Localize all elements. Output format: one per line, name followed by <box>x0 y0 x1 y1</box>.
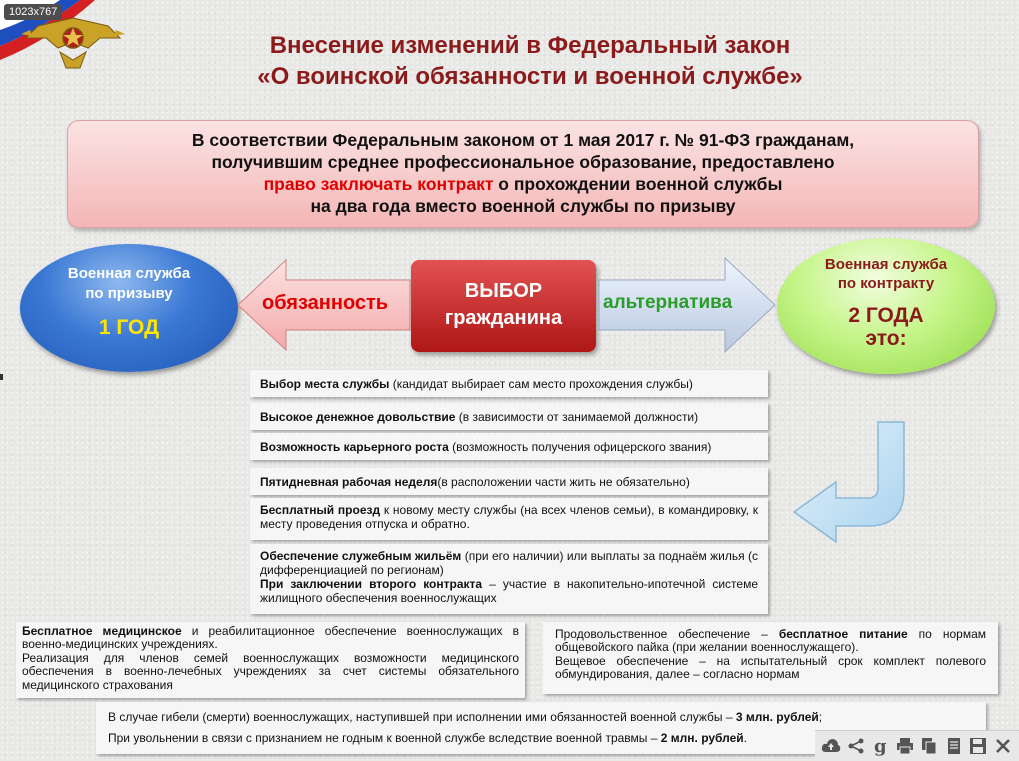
benefit-row <box>250 468 768 495</box>
conscription-label-2: по призыву <box>85 285 173 302</box>
medical-title: Бесплатное медицинское <box>22 624 182 638</box>
benefit-title: Выбор места службы <box>260 376 390 391</box>
food-detail: по нормам общевойского пайка (при желании военнослужащего). <box>555 627 986 655</box>
injury-payout-amount: 2 млн. рублей <box>660 731 744 745</box>
benefit-detail: (в расположении части жить не обязательно) <box>437 474 690 489</box>
death-payout-line <box>108 707 974 728</box>
family-medical-detail: Реализация для членов семей военнослужащих возможности медицинского обеспечения в военно-лечебных учреждениях за счет системы обязательного медицинского страхования <box>22 650 519 692</box>
housing-title: Обеспечение служебным жильём <box>260 549 462 563</box>
info-line-2: получившим среднее профессиональное образование, предоставлено <box>211 152 835 172</box>
benefit-title: Высокое денежное довольствие <box>260 409 456 424</box>
benefit-title: Возможность карьерного роста <box>260 439 449 454</box>
alternative-label: альтернатива <box>603 292 733 313</box>
copy-icon[interactable] <box>918 735 940 757</box>
benefit-row <box>250 433 768 460</box>
close-icon[interactable] <box>992 735 1014 757</box>
benefit-detail: (возможность получения офицерского звания) <box>448 439 712 454</box>
obligation-label: обязанность <box>262 292 389 314</box>
benefit-detail: (кандидат выбирает сам место прохождения службы) <box>389 376 693 391</box>
injury-payout-text: При увольнении в связи с признанием не годным к военной службе вследствие военной травмы – <box>108 731 661 745</box>
second-contract-detail: – участие в накопительно-ипотечной системе жилищного обеспечения военнослужащих <box>260 577 758 605</box>
second-contract-title: При заключении второго контракта <box>260 577 483 591</box>
conscription-ellipse <box>20 244 238 372</box>
google-glyph: g <box>873 735 887 757</box>
curved-arrow <box>790 420 910 545</box>
obligation-arrow <box>236 258 412 352</box>
info-line-4: на два года вместо военной службы по призыву <box>310 196 736 216</box>
contract-ellipse <box>777 238 995 374</box>
print-icon[interactable] <box>894 735 916 757</box>
death-payout-amount: 3 млн. рублей <box>735 710 819 724</box>
contract-right-highlight: право заключать контракт <box>263 174 494 194</box>
benefit-row <box>250 370 768 397</box>
benefit-detail: (в зависимости от занимаемой должности) <box>455 409 699 424</box>
death-payout-text: В случае гибели (смерти) военнослужащих, наступившей при исполнении ими обязанностей военной службы – <box>108 710 736 724</box>
supply-box <box>543 622 998 694</box>
benefit-title: Пятидневная рабочая неделя <box>260 474 438 489</box>
benefit-detail: к новому месту службы (на всех членов семьи), в командировку, к месту проведения отпуска и обратно. <box>260 503 758 531</box>
cloud-upload-icon[interactable] <box>820 735 842 757</box>
pages-icon[interactable] <box>943 735 965 757</box>
title-line-2: «О воинской обязанности и военной службе» <box>257 63 803 90</box>
food-prefix: Продовольственное обеспечение – <box>555 627 779 641</box>
title-line-1: Внесение изменений в Федеральный закон <box>269 32 791 59</box>
google-icon[interactable] <box>869 735 891 757</box>
medical-detail: и реабилитационное обеспечение военнослужащих в военно-медицинских учреждениях. <box>22 624 519 652</box>
contract-label-2: по контракту <box>837 275 935 292</box>
contract-term: 2 ГОДА <box>848 304 924 327</box>
benefit-title: Бесплатный проезд <box>260 503 381 517</box>
housing-detail: (при его наличии) или выплаты за поднаём жилья (с дифференциацией по регионам) <box>260 549 758 577</box>
alternative-arrow <box>597 256 777 354</box>
info-line-3 <box>68 173 978 195</box>
edge-mark <box>0 374 3 380</box>
contract-label-1: Военная служба <box>824 256 948 273</box>
choice-line-2: гражданина <box>444 307 563 329</box>
clothing-detail: Вещевое обеспечение – на испытательный срок комплект полевого обмундирования, далее – согласно нормам <box>555 653 986 682</box>
housing-row <box>250 544 768 614</box>
death-payout-end: ; <box>818 710 823 724</box>
conscription-term: 1 ГОД <box>98 316 160 339</box>
info-line-1: В соответствии Федеральным законом от 1 мая 2017 г. № 91-ФЗ гражданам, <box>191 130 855 150</box>
benefit-row <box>250 498 768 540</box>
resolution-badge: 1023x767 <box>4 4 62 20</box>
page-title <box>130 30 930 92</box>
conscription-label-1: Военная служба <box>67 265 191 282</box>
share-icon[interactable] <box>845 735 867 757</box>
medical-box <box>16 622 525 698</box>
contract-term-suffix: это: <box>865 327 907 350</box>
injury-payout-end: . <box>743 731 748 745</box>
viewer-toolbar <box>815 730 1019 761</box>
free-food-highlight: бесплатное питание <box>778 627 908 641</box>
info-line-3-rest: о прохождении военной службы <box>493 174 783 194</box>
choice-line-1: ВЫБОР <box>464 280 543 302</box>
citizen-choice-box <box>411 260 596 352</box>
law-info-box <box>67 120 979 228</box>
save-icon[interactable] <box>967 735 989 757</box>
benefit-row <box>250 403 768 430</box>
